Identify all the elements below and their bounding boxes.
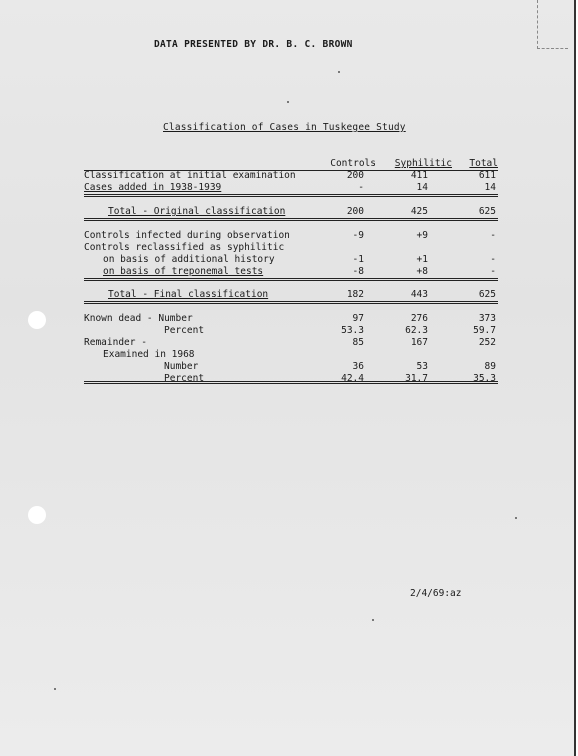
table-row: Number 36 53 89 bbox=[164, 361, 496, 372]
table-title: Classification of Cases in Tuskegee Study bbox=[163, 122, 406, 133]
table-row: Percent 53.3 62.3 59.7 bbox=[164, 325, 496, 336]
table-header-row bbox=[84, 158, 498, 170]
table-row: on basis of treponemal tests -8 +8 - bbox=[103, 266, 496, 277]
scan-speck bbox=[372, 619, 374, 621]
table-row: Percent 42.4 31.7 35.3 bbox=[164, 373, 496, 384]
document-date-code: 2/4/69:az bbox=[410, 588, 462, 599]
scan-speck bbox=[338, 71, 340, 73]
table-row: Total - Final classification 182 443 625 bbox=[108, 289, 496, 300]
punch-hole-top bbox=[28, 311, 46, 329]
scan-speck bbox=[54, 688, 56, 690]
table-row: Cases added in 1938-1939 - 14 14 bbox=[84, 182, 496, 193]
table-row: Classification at initial examination 200 411 611 bbox=[84, 170, 496, 181]
col-header-syphilitic: Syphilitic bbox=[394, 158, 452, 169]
scan-speck bbox=[515, 517, 517, 519]
table-row: Controls reclassified as syphilitic bbox=[84, 242, 285, 253]
document-header: DATA PRESENTED BY DR. B. C. BROWN bbox=[154, 39, 353, 50]
table-row: Known dead - Number 97 276 373 bbox=[84, 313, 496, 324]
punch-hole-bottom bbox=[28, 506, 46, 524]
col-header-total: Total bbox=[469, 158, 498, 169]
table-row: on basis of additional history -1 +1 - bbox=[103, 254, 496, 265]
table-row: Remainder - 85 167 252 bbox=[84, 337, 496, 348]
table-row: Total - Original classification 200 425 625 bbox=[108, 206, 496, 217]
table-row: Examined in 1968 bbox=[103, 349, 195, 360]
page-corner-mark bbox=[537, 0, 568, 49]
table-row: Controls infected during observation -9 +9 - bbox=[84, 230, 496, 241]
scan-speck bbox=[287, 101, 289, 103]
col-header-controls: Controls bbox=[330, 158, 376, 169]
